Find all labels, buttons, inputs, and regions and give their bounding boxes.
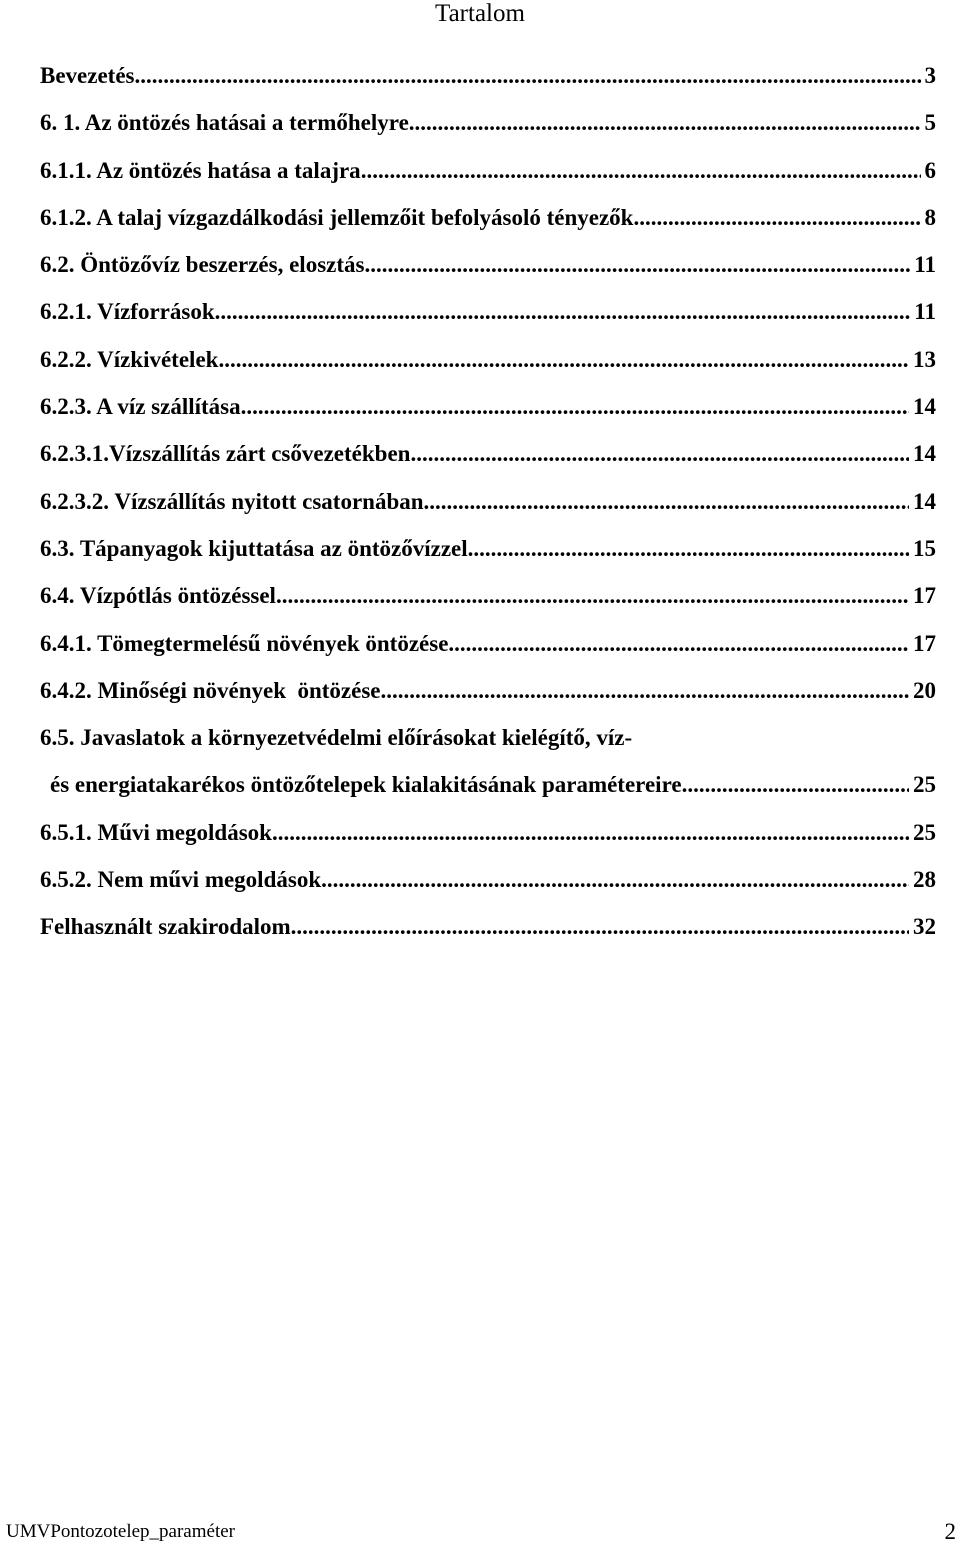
toc-entry-page: 28 xyxy=(913,867,936,893)
toc-entry-page: 5 xyxy=(924,110,936,136)
toc-entry-page: 14 xyxy=(913,394,936,420)
toc-entry[interactable] xyxy=(40,62,936,109)
toc-entry-label: 6.5. Javaslatok a környezetvédelmi előírásokat kielégítő, víz- xyxy=(40,725,633,751)
toc-entry[interactable] xyxy=(40,630,936,677)
toc-entry[interactable] xyxy=(40,298,936,345)
toc-entry-label: 6. 1. Az öntözés hatásai a termőhelyre xyxy=(40,110,409,136)
toc-entry-label: 6.1.1. Az öntözés hatása a talajra xyxy=(40,157,361,183)
toc-leader-dots xyxy=(468,535,909,563)
toc-leader-dots xyxy=(321,866,909,894)
toc-leader-dots xyxy=(381,677,909,705)
toc-entry[interactable] xyxy=(40,819,936,866)
toc-leader-dots xyxy=(424,488,909,516)
toc-entry-label: 6.5.2. Nem művi megoldások xyxy=(40,867,322,893)
footer-page-number: 2 xyxy=(944,1519,956,1544)
toc-entry[interactable] xyxy=(40,866,936,913)
toc-entry-page: 32 xyxy=(913,914,936,940)
toc-entry-label: 6.2.3.1.Vízszállítás zárt csővezetékben xyxy=(40,441,411,467)
toc-entry-label: 6.2.1. Vízforrások xyxy=(40,299,215,325)
toc-entry-page: 15 xyxy=(913,535,936,561)
toc-entry[interactable] xyxy=(40,913,936,960)
toc-entry[interactable] xyxy=(40,346,936,393)
toc-entry-page: 8 xyxy=(924,204,936,230)
toc-entry[interactable] xyxy=(40,677,936,724)
toc-entry-label: 6.5.1. Művi megoldások xyxy=(40,819,272,845)
toc-leader-dots xyxy=(448,630,909,658)
toc-leader-dots xyxy=(135,62,921,90)
toc-entry-label: 6.2.3.2. Vízszállítás nyitott csatornában xyxy=(40,488,424,514)
toc-leader-dots xyxy=(364,251,910,279)
toc-leader-dots xyxy=(272,819,909,847)
toc-entry[interactable] xyxy=(40,204,936,251)
table-of-contents xyxy=(40,62,936,961)
toc-entry-page: 11 xyxy=(914,299,936,325)
toc-entry-page: 17 xyxy=(913,583,936,609)
page-footer xyxy=(6,1518,956,1546)
toc-entry-page: 25 xyxy=(913,819,936,845)
toc-entry-label: Bevezetés xyxy=(40,63,135,88)
toc-leader-dots xyxy=(218,346,909,374)
toc-entry[interactable] xyxy=(40,488,936,535)
toc-entry-label: 6.4.2. Minőségi növények öntözése xyxy=(40,677,381,703)
footer-document-name: UMVPontozotelep_paraméter xyxy=(6,1521,235,1542)
toc-leader-dots xyxy=(361,157,921,185)
toc-entry-label: és energiatakarékos öntözőtelepek kialakitásának paramétereire xyxy=(50,772,682,798)
toc-entry-label: Felhasznált szakirodalom xyxy=(40,914,291,940)
toc-entry-page: 14 xyxy=(913,488,936,514)
toc-leader-dots xyxy=(215,298,911,326)
toc-entry[interactable] xyxy=(40,251,936,298)
toc-entry[interactable] xyxy=(40,535,936,582)
toc-leader-dots xyxy=(291,913,909,941)
page-title: Tartalom xyxy=(435,0,525,27)
toc-leader-dots xyxy=(410,440,909,468)
toc-leader-dots xyxy=(409,109,921,137)
toc-entry-label: 6.4. Vízpótlás öntözéssel xyxy=(40,583,276,609)
toc-entry-page: 17 xyxy=(913,630,936,656)
toc-entry[interactable] xyxy=(40,440,936,487)
toc-entry-page: 25 xyxy=(913,772,936,798)
toc-entry-page: 13 xyxy=(913,346,936,372)
toc-entry[interactable] xyxy=(40,393,936,440)
toc-entry-continuation[interactable] xyxy=(40,771,936,818)
toc-entry-page: 11 xyxy=(914,252,936,278)
toc-entry[interactable] xyxy=(40,157,936,204)
toc-entry-label: 6.2.3. A víz szállítása xyxy=(40,394,241,420)
toc-leader-dots xyxy=(682,771,909,799)
toc-entry-page: 3 xyxy=(924,63,936,88)
toc-entry-label: 6.2. Öntözővíz beszerzés, elosztás xyxy=(40,252,365,278)
toc-entry-page: 20 xyxy=(913,677,936,703)
toc-entry-label: 6.3. Tápanyagok kijuttatása az öntözővízzel xyxy=(40,535,468,561)
toc-entry-page: 6 xyxy=(924,157,936,183)
toc-entry[interactable] xyxy=(40,724,936,771)
toc-entry-page: 14 xyxy=(913,441,936,467)
toc-entry-label: 6.1.2. A talaj vízgazdálkodási jellemzőit befolyásoló tényezők xyxy=(40,204,634,230)
toc-entry[interactable] xyxy=(40,582,936,629)
toc-entry-label: 6.2.2. Vízkivételek xyxy=(40,346,219,372)
toc-leader-dots xyxy=(633,204,920,232)
toc-entry-label: 6.4.1. Tömegtermelésű növények öntözése xyxy=(40,630,449,656)
toc-leader-dots xyxy=(241,393,909,421)
toc-entry[interactable] xyxy=(40,109,936,156)
toc-leader-dots xyxy=(276,582,909,610)
